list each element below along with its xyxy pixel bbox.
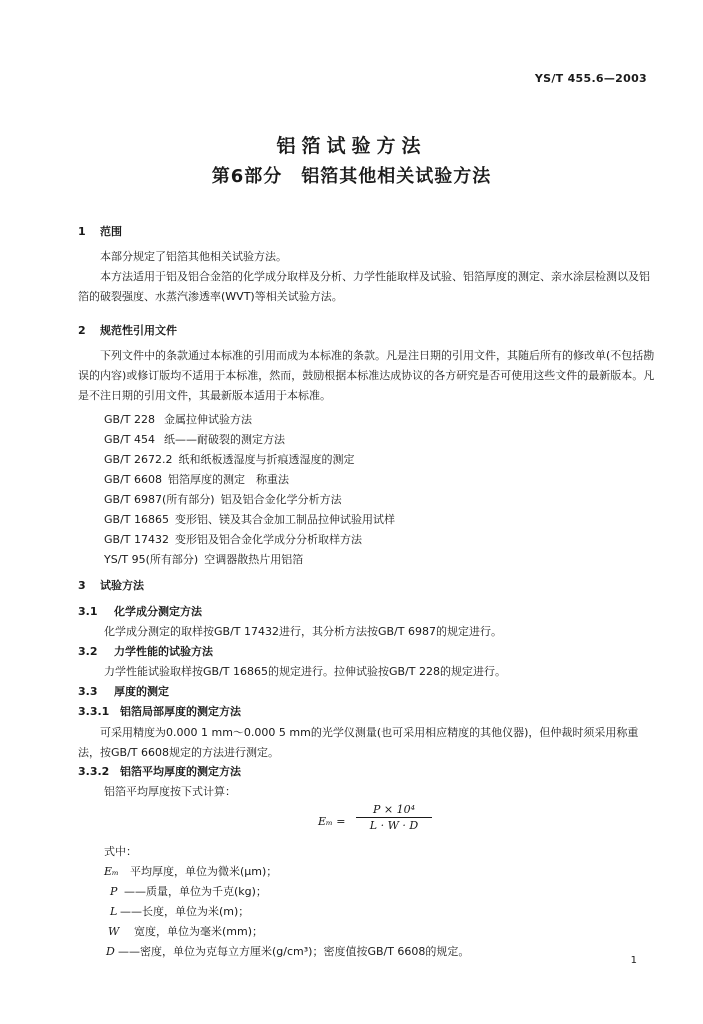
subsection-3-1-heading	[78, 603, 202, 619]
section-title: 试验方法	[100, 579, 144, 592]
symbol-description: 宽度，单位为毫米(mm)；	[134, 925, 264, 938]
symbol: W	[108, 925, 120, 938]
subsection-title: 力学性能的试验方法	[114, 645, 213, 658]
reference-item	[104, 411, 252, 427]
symbol-definition	[108, 923, 263, 939]
reference-item	[104, 451, 354, 467]
symbol-definition	[106, 943, 469, 959]
section-title: 规范性引用文件	[100, 324, 177, 337]
symbol-description: ——质量，单位为千克(kg)；	[124, 885, 267, 898]
paragraph: 本方法适用于铝及铝合金箔的化学成分取样及分析、力学性能取样及试验、铝箔厚度的测定、亲水涂层检测以及铝箔的破裂强度、水蒸汽渗透率(WVT)等相关试验方法。	[78, 270, 650, 303]
symbol-description: 平均厚度，单位为微米(μm)；	[130, 865, 278, 878]
section-number: 1	[78, 225, 86, 238]
symbol: P	[110, 885, 118, 898]
reference-code: GB/T 6987(所有部分)	[104, 493, 215, 506]
formula-lhs: Eₘ =	[318, 815, 346, 828]
section-1-body	[78, 247, 658, 307]
reference-code: GB/T 228	[104, 413, 155, 426]
document-title: 铝箔试验方法	[276, 135, 427, 157]
formula-intro: 铝箔平均厚度按下式计算：	[104, 785, 236, 798]
reference-item	[104, 471, 289, 487]
formula-numerator: P × 10⁴	[356, 803, 432, 818]
standard-code: YS/T 455.6—2003	[534, 72, 647, 85]
subsection-3-3-2-heading	[78, 763, 241, 779]
section-title: 范围	[100, 225, 122, 238]
reference-title: 纸——耐破裂的测定方法	[164, 433, 285, 446]
subsection-title: 化学成分测定方法	[114, 605, 202, 618]
reference-title: 纸和纸板透湿度与折痕透湿度的测定	[178, 453, 355, 466]
reference-title: 变形铝及铝合金化学成分分析取样方法	[175, 533, 362, 546]
reference-code: GB/T 6608	[104, 473, 162, 486]
symbol-description: ——密度，单位为克每立方厘米(g/cm³)；密度值按GB/T 6608的规定。	[118, 945, 470, 958]
symbol: D	[106, 945, 115, 958]
subsection-title: 铝箔平均厚度的测定方法	[120, 765, 241, 778]
paragraph: 下列文件中的条款通过本标准的引用而成为本标准的条款。凡是注日期的引用文件，其随后所有的修改单(不包括勘误的内容)或修订版均不适用于本标准，然而，鼓励根据本标准达成协议的各方研究是否可使用这些文件的最新版本。凡是不注日期的引用文件，其最新版本适用于本标准。	[78, 349, 655, 402]
paragraph: 可采用精度为0.000 1 mm～0.000 5 mm的光学仪测量(也可采用相应精度的其他仪器)，但仲裁时须采用称重法，按GB/T 6608规定的方法进行测定。	[78, 726, 639, 759]
subsection-3-2-heading	[78, 643, 213, 659]
reference-code: GB/T 16865	[104, 513, 169, 526]
section-2-body	[78, 346, 658, 406]
where-label: 式中：	[104, 845, 137, 858]
subsection-number: 3.2	[78, 645, 98, 658]
section-number: 3	[78, 579, 86, 592]
reference-code: GB/T 2672.2	[104, 453, 173, 466]
reference-item	[104, 551, 303, 567]
section-1-heading	[78, 222, 658, 242]
formula-fraction	[356, 803, 432, 832]
document-subtitle: 第6部分 铝箔其他相关试验方法	[211, 166, 492, 187]
section-number: 2	[78, 324, 86, 337]
symbol-description: ——长度，单位为米(m)；	[120, 905, 250, 918]
subsection-number: 3.1	[78, 605, 98, 618]
reference-title: 铝及铝合金化学分析方法	[220, 493, 342, 506]
formula-denominator: L · W · D	[369, 819, 419, 832]
symbol: Eₘ	[104, 865, 119, 878]
subsection-title: 铝箔局部厚度的测定方法	[120, 705, 241, 718]
page-number: 1	[630, 955, 637, 966]
reference-item	[104, 491, 342, 507]
reference-code: GB/T 454	[104, 433, 155, 446]
subsection-title: 厚度的测定	[114, 685, 169, 698]
paragraph: 本部分规定了铝箔其他相关试验方法。	[100, 250, 287, 263]
subsection-3-3-1-body	[78, 723, 658, 763]
reference-title: 变形铝、镁及其合金加工制品拉伸试验用试样	[175, 513, 395, 526]
reference-item	[104, 511, 395, 527]
subsection-3-3-heading	[78, 683, 169, 699]
subsection-3-2-text: 力学性能试验取样按GB/T 16865的规定进行。拉伸试验按GB/T 228的规定进行。	[104, 665, 506, 678]
reference-title: 金属拉伸试验方法	[164, 413, 252, 426]
symbol-definition	[104, 863, 277, 879]
reference-title: 铝箔厚度的测定 称重法	[168, 473, 289, 486]
subsection-3-3-1-heading	[78, 703, 241, 719]
reference-item	[104, 531, 362, 547]
reference-item	[104, 431, 285, 447]
average-thickness-formula	[318, 803, 428, 839]
symbol-definition	[110, 903, 249, 919]
subsection-number: 3.3.2	[78, 765, 110, 778]
subsection-number: 3.3.1	[78, 705, 110, 718]
reference-code: YS/T 95(所有部分)	[104, 553, 199, 566]
section-3-heading	[78, 576, 658, 596]
reference-title: 空调器散热片用铝箔	[204, 553, 304, 566]
section-2-heading	[78, 321, 658, 341]
symbol-definition	[110, 883, 267, 899]
reference-code: GB/T 17432	[104, 533, 169, 546]
subsection-3-1-text: 化学成分测定的取样按GB/T 17432进行，其分析方法按GB/T 6987的规定进行。	[104, 625, 502, 638]
symbol: L	[110, 905, 118, 918]
subsection-number: 3.3	[78, 685, 98, 698]
